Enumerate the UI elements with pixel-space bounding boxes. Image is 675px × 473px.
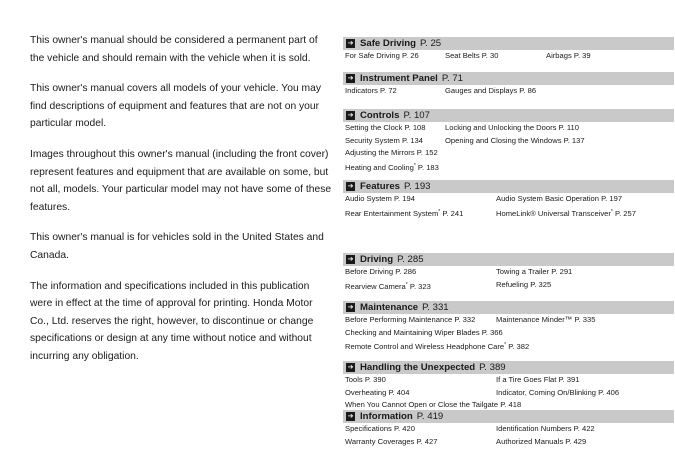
toc-link[interactable]: Adjusting the Mirrors P. 152: [345, 148, 438, 157]
toc-link[interactable]: Refueling P. 325: [496, 279, 552, 289]
arrow-icon: ➔: [347, 111, 354, 119]
arrow-icon: ➔: [347, 182, 354, 190]
toc-link[interactable]: When You Cannot Open or Close the Tailgate P. 418: [345, 400, 522, 409]
intro-paragraph: Images throughout this owner's manual (including the front cover) represent features and equipment that are available on some, but not all, models. Your particular model may not have some of these features.: [30, 148, 332, 213]
toc-heading-title: Features: [360, 181, 400, 192]
toc-link[interactable]: [345, 279, 431, 294]
toc-link[interactable]: [345, 339, 529, 354]
toc-heading-safe-driving[interactable]: [343, 37, 674, 50]
toc-link[interactable]: Before Driving P. 286: [345, 267, 417, 276]
toc-link[interactable]: [345, 160, 439, 175]
toc-heading-title: Safe Driving: [360, 38, 416, 49]
intro-paragraph: This owner's manual covers all models of your vehicle. You may find descriptions of equipment and features that are not on your particular model.: [30, 83, 321, 130]
toc-link-page: P. 183: [417, 162, 439, 172]
toc-heading-page: P. 107: [403, 110, 430, 121]
asterisk-mark: *: [405, 281, 408, 288]
asterisk-mark: *: [610, 208, 613, 215]
toc-heading-information[interactable]: [343, 410, 674, 423]
asterisk-mark: *: [504, 342, 507, 348]
toc-link[interactable]: For Safe Driving P. 26: [345, 51, 419, 60]
toc-link[interactable]: Gauges and Displays P. 86: [445, 86, 537, 95]
toc-link[interactable]: Checking and Maintaining Wiper Blades P. 366: [345, 327, 503, 337]
toc-heading-title: Handling the Unexpected: [360, 362, 476, 373]
toc-section-controls: [343, 109, 674, 172]
toc-link-label: Remote Control and Wireless Headphone Care: [345, 342, 505, 351]
toc-section-maintenance: [343, 301, 674, 352]
arrow-icon: ➔: [347, 363, 354, 371]
toc-section-driving: [343, 253, 674, 291]
toc-link-page: P. 257: [614, 208, 636, 218]
toc-heading-page: P. 285: [397, 254, 424, 265]
intro-paragraph: This owner's manual is for vehicles sold in the United States and Canada.: [30, 232, 324, 261]
toc-link[interactable]: Identification Numbers P. 422: [496, 424, 595, 433]
toc-link[interactable]: Setting the Clock P. 108: [345, 123, 426, 132]
toc-link-label: HomeLink® Universal Transceiver: [496, 208, 611, 218]
arrow-icon: ➔: [347, 255, 354, 263]
toc-link-label: Heating and Cooling: [345, 162, 414, 172]
toc-section-handling-the-unexpected: [343, 361, 674, 412]
toc-section-safe-driving: [343, 37, 674, 63]
toc-section-instrument-panel: [343, 72, 674, 98]
toc-link-page: P. 382: [508, 342, 530, 351]
arrow-icon: ➔: [347, 39, 354, 47]
toc-heading-handling-the-unexpected[interactable]: [343, 361, 674, 374]
toc-heading-page: P. 331: [422, 302, 449, 313]
toc-link[interactable]: Before Performing Maintenance P. 332: [345, 315, 476, 324]
toc-heading-controls[interactable]: [343, 109, 674, 122]
toc-link[interactable]: Authorized Manuals P. 429: [496, 436, 587, 446]
toc-heading-maintenance[interactable]: [343, 301, 674, 314]
toc-link[interactable]: Locking and Unlocking the Doors P. 110: [445, 123, 579, 132]
toc-heading-features[interactable]: [343, 180, 674, 193]
toc-link[interactable]: Indicators P. 72: [345, 86, 397, 95]
toc-link[interactable]: Audio System P. 194: [345, 194, 415, 203]
intro-paragraph: This owner's manual should be considered a permanent part of the vehicle and should remain with the vehicle when it is sold.: [30, 35, 318, 64]
toc-link[interactable]: Tools P. 390: [345, 375, 386, 384]
toc-heading-instrument-panel[interactable]: [343, 72, 674, 85]
toc-link-label: Rearview Camera: [345, 281, 406, 291]
toc-link[interactable]: Warranty Coverages P. 427: [345, 436, 438, 446]
arrow-icon: ➔: [347, 303, 354, 311]
toc-section-information: [343, 410, 674, 448]
toc-heading-page: P. 389: [479, 362, 506, 373]
toc-link-label: Rear Entertainment System: [345, 208, 439, 218]
toc-link[interactable]: Airbags P. 39: [546, 51, 591, 60]
toc-link[interactable]: Specifications P. 420: [345, 424, 415, 433]
toc-link[interactable]: [345, 206, 463, 221]
toc-heading-driving[interactable]: [343, 253, 674, 266]
toc-link[interactable]: If a Tire Goes Flat P. 391: [496, 375, 580, 384]
toc-heading-title: Information: [360, 411, 413, 422]
asterisk-mark: *: [438, 208, 441, 215]
toc-link[interactable]: Seat Belts P. 30: [445, 51, 499, 60]
toc-link[interactable]: Security System P. 134: [345, 135, 423, 145]
toc-link[interactable]: Indicator, Coming On/Blinking P. 406: [496, 387, 620, 397]
toc-section-features: [343, 180, 674, 218]
toc-heading-title: Controls: [360, 110, 400, 121]
toc-link[interactable]: Overheating P. 404: [345, 387, 410, 397]
toc-link[interactable]: Maintenance Minder™ P. 335: [496, 315, 596, 324]
toc-link[interactable]: [496, 206, 636, 221]
arrow-icon: ➔: [347, 412, 354, 420]
toc-heading-page: P. 419: [416, 411, 444, 422]
asterisk-mark: *: [413, 162, 416, 169]
toc-heading-page: P. 25: [419, 38, 442, 49]
toc-heading-page: P. 71: [441, 73, 464, 84]
toc-heading-page: P. 193: [404, 181, 431, 192]
toc-link[interactable]: Towing a Trailer P. 291: [496, 267, 573, 276]
intro-text: [30, 32, 332, 379]
toc-link-page: P. 241: [442, 208, 464, 218]
toc-heading-title: Maintenance: [360, 302, 419, 313]
toc-link[interactable]: Audio System Basic Operation P. 197: [496, 194, 623, 203]
toc-heading-title: Driving: [360, 254, 394, 265]
toc-heading-title: Instrument Panel: [360, 73, 438, 84]
toc-link-page: P. 323: [409, 281, 431, 291]
toc-link[interactable]: Opening and Closing the Windows P. 137: [445, 135, 585, 145]
intro-paragraph: The information and specifications included in this publication were in effect at the time of approval for printing. Honda Motor Co., Ltd. reserves the right, however, to discontinue or change specifications or design at any time without notice and without incurring any obligation.: [30, 280, 314, 362]
arrow-icon: ➔: [347, 74, 354, 82]
